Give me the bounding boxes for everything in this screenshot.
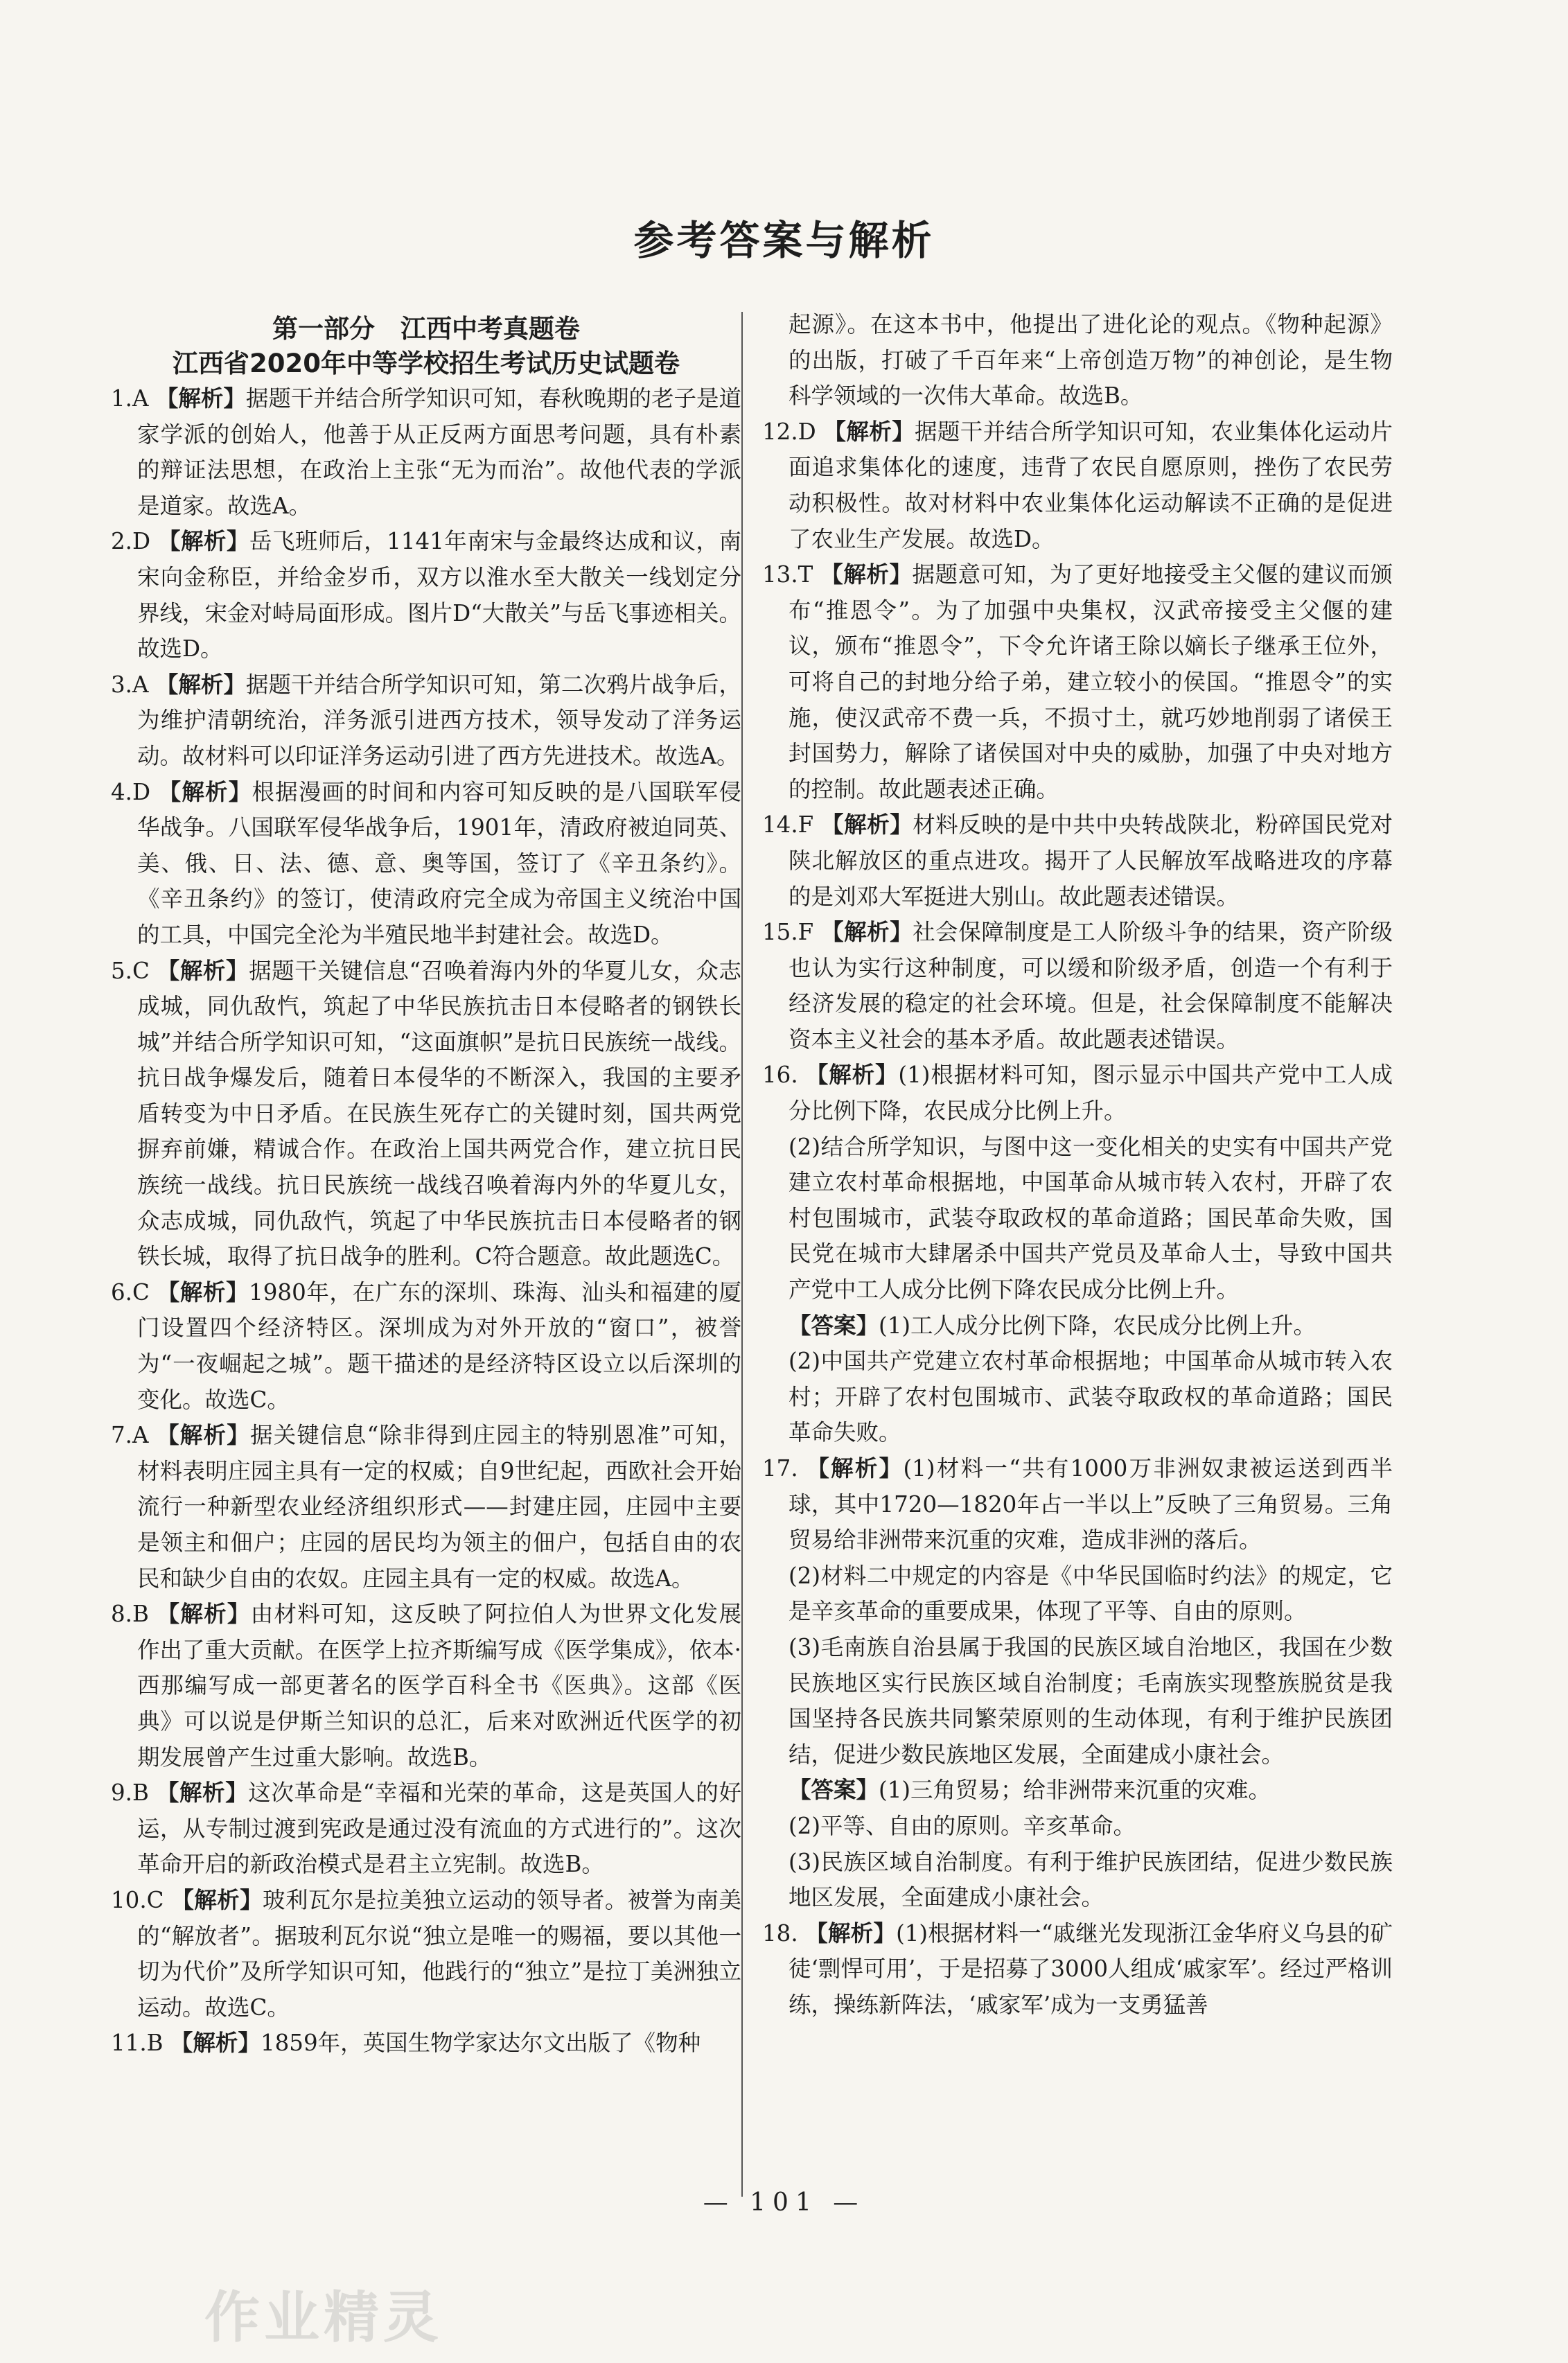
answer-text: 据题干并结合所学知识可知，春秋晚期的老子是道家学派的创始人，他善于从正反两方面思考问题，具有朴素的辩证法思想，在政治上主张“无为而治”。故他代表的学派是道家。故选A。 bbox=[137, 385, 741, 519]
answer-text: 玻利瓦尔是拉美独立运动的领导者。被誉为南美的“解放者”。据玻利瓦尔说“独立是唯一的赐福，要以其他一切为代价”及所学知识可知，他践行的“独立”是拉丁美洲独立运动。故选C。 bbox=[137, 1886, 741, 2021]
answer-item bbox=[762, 1845, 1393, 1916]
answer-tag: 【解析】 bbox=[155, 385, 246, 412]
answer-number: 2.D bbox=[111, 528, 151, 555]
left-column bbox=[111, 312, 741, 2062]
answer-text: (2)材料二中规定的内容是《中华民国临时约法》的规定，它是辛亥革命的重要成果，体现了平等、自由的原则。 bbox=[789, 1562, 1393, 1625]
answer-item bbox=[111, 1883, 741, 2026]
answer-text: 据题干关键信息“召唤着海内外的华夏儿女，众志成城，同仇敌忾，筑起了中华民族抗击日本侵略者的钢铁长城”并结合所学知识可知，“这面旗帜”是抗日民族统一战线。抗日战争爆发后，随着日本侵华的不断深入，我国的主要矛盾转变为中日矛盾。在民族生死存亡的关键时刻，国共两党摒弃前嫌，精诚合作。在政治上国共两党合作，建立抗日民族统一战线。抗日民族统一战线召唤着海内外的华夏儿女，众志成城，同仇敌忾，筑起了中华民族抗击日本侵略者的钢铁长城，取得了抗日战争的胜利。C符合题意。故此题选C。 bbox=[137, 957, 741, 1270]
answer-text: (1)根据材料可知，图示显示中国共产党中工人成分比例下降，农民成分比例上升。 bbox=[789, 1062, 1393, 1125]
answer-item bbox=[762, 1130, 1393, 1308]
answer-item bbox=[111, 381, 741, 524]
answer-tag: 【解析】 bbox=[171, 1886, 263, 1913]
answer-text: 起源》。在这本书中，他提出了进化论的观点。《物种起源》的出版，打破了千百年来“上帝创造万物”的神创论，是生物科学领域的一次伟大革命。故选B。 bbox=[789, 311, 1393, 410]
answer-tag: 【解析】 bbox=[820, 561, 913, 588]
answer-item bbox=[762, 1558, 1393, 1630]
answer-tag: 【解析】 bbox=[821, 811, 913, 838]
answer-item bbox=[111, 1418, 741, 1597]
answer-text: 据题意可知，为了更好地接受主父偃的建议而颁布“推恩令”。为了加强中央集权，汉武帝接受主父偃的建议，颁布“推恩令”，下令允许诸王除以嫡长子继承王位外，可将自己的封地分给子弟，建立较小的侯国。“推恩令”的实施，使汉武帝不费一兵，不损寸土，就巧妙地削弱了诸侯王封国势力，解除了诸侯国对中央的威胁，加强了中央对地方的控制。故此题表述正确。 bbox=[789, 561, 1393, 802]
left-answer-list bbox=[111, 381, 741, 2062]
answer-item bbox=[762, 1057, 1393, 1129]
answer-number: 1.A bbox=[111, 385, 149, 412]
page-title: 参考答案与解析 bbox=[633, 217, 935, 264]
answer-tag: 【解析】 bbox=[155, 671, 246, 698]
answer-text: 1980年，在广东的深圳、珠海、汕头和福建的厦门设置四个经济特区。深圳成为对外开放的“窗口”，被誉为“一夜崛起之城”。题干描述的是经济特区设立以后深圳的变化。故选C。 bbox=[137, 1279, 741, 1413]
answer-item bbox=[762, 557, 1393, 807]
answer-item bbox=[111, 524, 741, 667]
answer-tag: 【解析】 bbox=[805, 1920, 897, 1947]
answer-text: 据题干并结合所学知识可知，第二次鸦片战争后，为维护清朝统治，洋务派引进西方技术，领导发动了洋务运动。故材料可以印证洋务运动引进了西方先进技术。故选A。 bbox=[137, 671, 741, 769]
answer-number: 18. bbox=[762, 1920, 798, 1947]
answer-text: 材料反映的是中共中央转战陕北，粉碎国民党对陕北解放区的重点进攻。揭开了人民解放军战略进攻的序幕的是刘邓大军挺进大别山。故此题表述错误。 bbox=[789, 811, 1393, 910]
answer-item bbox=[111, 1597, 741, 1775]
answer-item bbox=[762, 414, 1393, 557]
answer-item bbox=[762, 1630, 1393, 1773]
right-column bbox=[762, 307, 1393, 2023]
answer-number: 17. bbox=[762, 1455, 798, 1482]
answer-tag: 【解析】 bbox=[157, 1279, 249, 1306]
answer-number: 9.B bbox=[111, 1780, 149, 1807]
answer-number: 12.D bbox=[762, 418, 816, 445]
right-answer-list bbox=[762, 307, 1393, 2023]
answer-text: (1)三角贸易；给非洲带来沉重的灾难。 bbox=[879, 1777, 1271, 1804]
answer-text: (2)平等、自由的原则。辛亥革命。 bbox=[789, 1812, 1136, 1839]
answer-number: 8.B bbox=[111, 1601, 149, 1628]
answer-text: 社会保障制度是工人阶级斗争的结果，资产阶级也认为实行这种制度，可以缓和阶级矛盾，创造一个有利于经济发展的稳定的社会环境。但是，社会保障制度不能解决资本主义社会的基本矛盾。故此题表述错误。 bbox=[789, 919, 1393, 1053]
answer-text: 1859年，英国生物学家达尔文出版了《物种 bbox=[260, 2030, 701, 2057]
answer-text: (3)民族区域自治制度。有利于维护民族团结，促进少数民族地区发展，全面建成小康社会。 bbox=[789, 1848, 1393, 1911]
answer-tag: 【解析】 bbox=[156, 1780, 249, 1807]
answer-item bbox=[111, 775, 741, 954]
answer-number: 7.A bbox=[111, 1422, 149, 1449]
answer-text: 根据漫画的时间和内容可知反映的是八国联军侵华战争。八国联军侵华战争后，1901年，清政府被迫同英、美、俄、日、法、德、意、奥等国，签订了《辛丑条约》。《辛丑条约》的签订，使清政府完全成为帝国主义统治中国的工具，中国完全沦为半殖民地半封建社会。故选D。 bbox=[137, 778, 741, 948]
answer-tag: 【答案】 bbox=[789, 1777, 879, 1804]
answer-text: (1)工人成分比例下降，农民成分比例上升。 bbox=[879, 1312, 1316, 1339]
answer-text: 岳飞班师后，1141年南宋与金最终达成和议，南宋向金称臣，并给金岁币，双方以淮水至大散关一线划定分界线，宋金对峙局面形成。图片D“大散关”与岳飞事迹相关。故选D。 bbox=[137, 528, 741, 662]
answer-item bbox=[762, 915, 1393, 1057]
answer-tag: 【解析】 bbox=[170, 2030, 261, 2057]
watermark: 作业精灵 bbox=[204, 2285, 443, 2350]
answer-item bbox=[762, 807, 1393, 915]
answer-text: (1)材料一“共有1000万非洲奴隶被运送到西半球，其中1720—1820年占一半以上”反映了三角贸易。三角贸易给非洲带来沉重的灾难，造成非洲的落后。 bbox=[789, 1455, 1393, 1554]
answer-tag: 【解析】 bbox=[821, 919, 913, 946]
section-title: 第一部分 江西中考真题卷 bbox=[272, 314, 580, 344]
answer-text: (2)结合所学知识，与图中这一变化相关的史实有中国共产党建立农村革命根据地，中国革命从城市转入农村，开辟了农村包围城市，武装夺取政权的革命道路；国民革命失败，国民党在城市大肆屠杀中国共产党员及革命人士，导致中国共产党中工人成分比例下降农民成分比例上升。 bbox=[789, 1133, 1393, 1303]
answer-tag: 【解析】 bbox=[805, 1062, 899, 1089]
answer-item bbox=[111, 2026, 741, 2062]
answer-text: (3)毛南族自治县属于我国的民族区域自治地区，我国在少数民族地区实行民族区域自治制度；毛南族实现整族脱贫是我国坚持各民族共同繁荣原则的生动体现，有利于维护民族团结，促进少数民族地区发展，全面建成小康社会。 bbox=[789, 1633, 1393, 1768]
answer-number: 5.C bbox=[111, 957, 150, 984]
answer-tag: 【解析】 bbox=[157, 528, 249, 555]
answer-item bbox=[111, 1775, 741, 1883]
answer-text: 据题干并结合所学知识可知，农业集体化运动片面追求集体化的速度，违背了农民自愿原则，挫伤了农民劳动积极性。故对材料中农业集体化运动解读不正确的是促进了农业生产发展。故选D。 bbox=[789, 418, 1393, 552]
answer-tag: 【解析】 bbox=[158, 778, 252, 805]
answer-tag: 【解析】 bbox=[157, 1422, 250, 1449]
answer-tag: 【解析】 bbox=[807, 1455, 904, 1482]
answer-tag: 【解析】 bbox=[157, 957, 249, 984]
answer-number: 3.A bbox=[111, 671, 149, 698]
answer-item bbox=[762, 1308, 1393, 1344]
answer-item bbox=[762, 1773, 1393, 1809]
answer-number: 15.F bbox=[762, 919, 814, 946]
answer-text: 由材料可知，这反映了阿拉伯人为世界文化发展作出了重大贡献。在医学上拉齐斯编写成《医学集成》，依本·西那编写成一部更著名的医学百科全书《医典》。这部《医典》可以说是伊斯兰知识的总汇，后来对欧洲近代医学的初期发展曾产生过重大影响。故选B。 bbox=[137, 1601, 741, 1771]
page-number: — 101 — bbox=[703, 2188, 865, 2217]
answer-number: 4.D bbox=[111, 778, 151, 805]
answer-number: 14.F bbox=[762, 811, 814, 838]
answer-item bbox=[762, 1451, 1393, 1558]
answer-text: 这次革命是“幸福和光荣的革命，这是英国人的好运，从专制过渡到宪政是通过没有流血的方式进行的”。这次革命开启的新政治模式是君主立宪制。故选B。 bbox=[137, 1780, 741, 1878]
exam-title: 江西省2020年中等学校招生考试历史试题卷 bbox=[173, 349, 680, 378]
answer-item bbox=[762, 1344, 1393, 1451]
answer-number: 11.B bbox=[111, 2030, 164, 2057]
answer-tag: 【答案】 bbox=[789, 1312, 879, 1339]
answer-tag: 【解析】 bbox=[157, 1601, 251, 1628]
answer-number: 6.C bbox=[111, 1279, 150, 1306]
answer-item bbox=[111, 954, 741, 1275]
column-divider bbox=[741, 312, 743, 2197]
answer-text: (1)根据材料一“戚继光发现浙江金华府义乌县的矿徒‘剽悍可用’，于是招募了3000人组成‘戚家军’。经过严格训练，操练新阵法，‘戚家军’成为一支勇猛善 bbox=[789, 1920, 1393, 2018]
answer-text: (2)中国共产党建立农村革命根据地；中国革命从城市转入农村；开辟了农村包围城市、武装夺取政权的革命道路；国民革命失败。 bbox=[789, 1348, 1393, 1446]
answer-number: 16. bbox=[762, 1062, 798, 1089]
answer-text: 据关键信息“除非得到庄园主的特别恩准”可知，材料表明庄园主具有一定的权威；自9世纪起，西欧社会开始流行一种新型农业经济组织形式——封建庄园，庄园中主要是领主和佃户；庄园的居民均为领主的佃户，包括自由的农民和缺少自由的农奴。庄园主具有一定的权威。故选A。 bbox=[137, 1422, 741, 1592]
answer-number: 10.C bbox=[111, 1886, 164, 1913]
answer-number: 13.T bbox=[762, 561, 813, 588]
answer-tag: 【解析】 bbox=[823, 418, 915, 445]
answer-item bbox=[111, 667, 741, 775]
answer-item bbox=[111, 1275, 741, 1418]
answer-item bbox=[762, 307, 1393, 414]
answer-item bbox=[762, 1916, 1393, 2023]
answer-item bbox=[762, 1809, 1393, 1845]
